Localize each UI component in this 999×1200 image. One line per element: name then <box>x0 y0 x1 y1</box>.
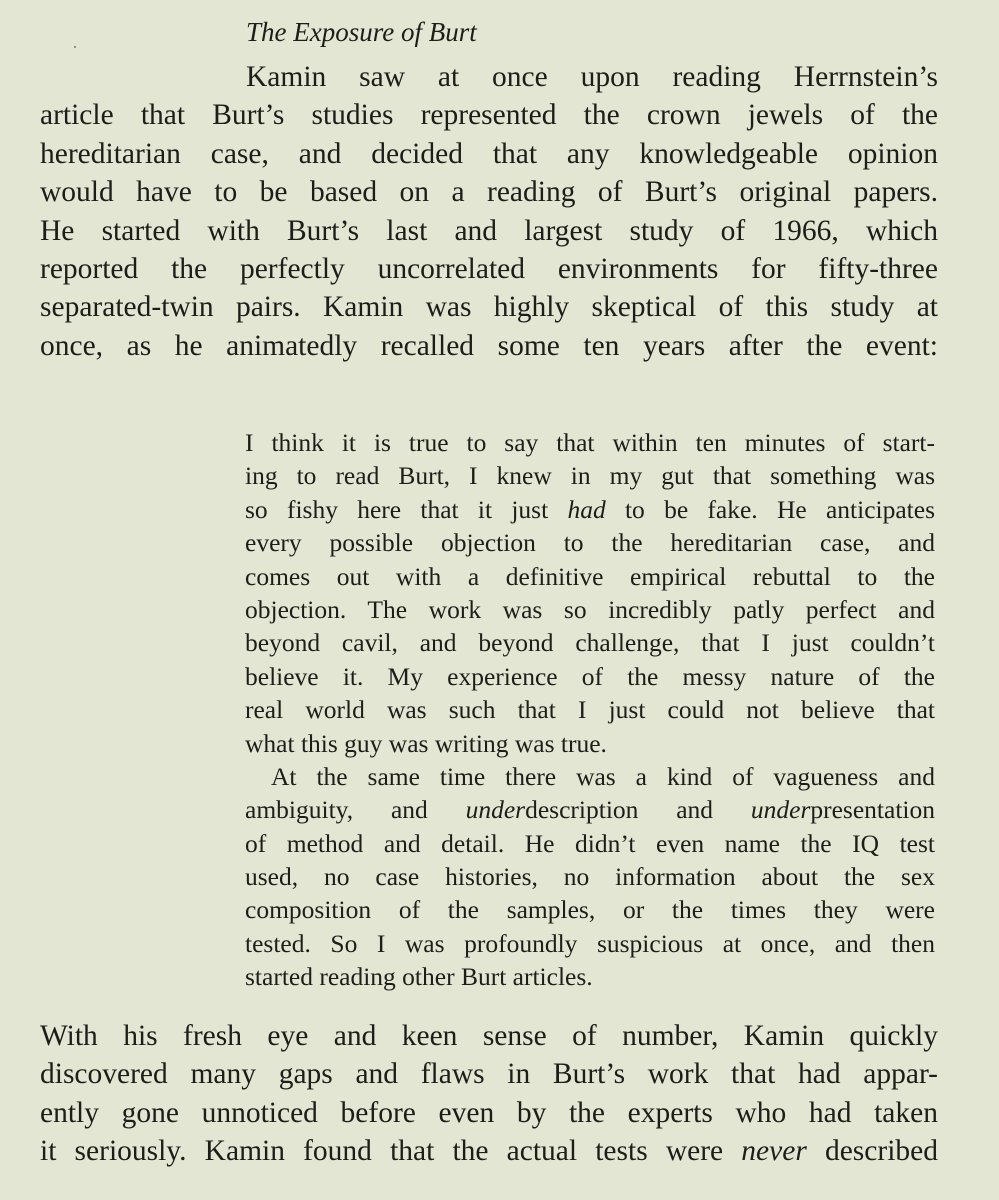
text-line: article that Burt’s studies represented the crown jewels of the <box>40 99 938 132</box>
quote-line: comes out with a definitive empirical rebuttal to the <box>245 561 935 591</box>
emphasis-under: under <box>750 795 811 825</box>
text-line <box>40 1132 938 1170</box>
quote-line: what this guy was writing was true. <box>245 728 607 758</box>
quote-line: I think it is true to say that within ten minutes of start- <box>245 428 935 457</box>
text-run: it seriously. Kamin found that the actual tests were <box>40 1135 742 1168</box>
text-line: once, as he animatedly recalled some ten years after the event: <box>40 329 938 362</box>
text-line: With his fresh eye and keen sense of number, Kamin quickly <box>40 1020 938 1052</box>
quote-line: composition of the samples, or the times they were <box>245 895 935 925</box>
quote-line: believe it. My experience of the messy nature of the <box>245 661 935 691</box>
quote-line: ing to read Burt, I knew in my gut that something was <box>245 461 935 491</box>
quote-line: At the same time there was a kind of vagueness and <box>271 761 935 791</box>
quote-text: ambiguity, and <box>245 795 466 825</box>
quote-line: beyond cavil, and beyond challenge, that I just couldn’t <box>245 628 935 658</box>
text-line: ently gone unnoticed before even by the experts who had taken <box>40 1096 938 1129</box>
paragraph-followup <box>40 1017 938 1171</box>
text-line: Kamin saw at once upon reading Herrnstein’s <box>246 61 938 93</box>
text-line: would have to be based on a reading of Burt’s original papers. <box>40 176 938 209</box>
block-quote <box>245 426 935 994</box>
text-line: separated-twin pairs. Kamin was highly skeptical of this study at <box>40 291 938 324</box>
quote-line: every possible objection to the hereditarian case, and <box>245 528 935 558</box>
quote-line: real world was such that I just could not believe that <box>245 695 935 725</box>
text-line: He started with Burt’s last and largest study of 1966, which <box>40 214 938 247</box>
emphasis-had: had <box>567 494 606 524</box>
scan-speck <box>74 46 76 48</box>
quote-line: objection. The work was so incredibly patly perfect and <box>245 594 935 624</box>
text-line: reported the perfectly uncorrelated environments for fifty-three <box>40 252 938 285</box>
quote-text: presentation <box>810 795 935 825</box>
text-run: described <box>806 1135 938 1168</box>
quote-line <box>245 793 935 826</box>
quote-line: started reading other Burt articles. <box>245 962 593 992</box>
quote-line: used, no case histories, no information about the sex <box>245 862 935 892</box>
quote-line <box>245 493 935 526</box>
paragraph-intro <box>40 58 938 365</box>
emphasis-under: under <box>465 795 526 825</box>
quote-text: so fishy here that it just <box>245 494 568 524</box>
section-heading: The Exposure of Burt <box>246 17 477 47</box>
emphasis-never: never <box>741 1135 807 1168</box>
quote-text: description and <box>525 795 751 825</box>
quote-text: to be fake. He anticipates <box>605 494 935 524</box>
text-line: discovered many gaps and flaws in Burt’s work that had appar- <box>40 1058 938 1091</box>
quote-line: tested. So I was profoundly suspicious at once, and then <box>245 928 935 958</box>
text-line: hereditarian case, and decided that any knowledgeable opinion <box>40 137 938 170</box>
quote-line: of method and detail. He didn’t even name the IQ test <box>245 828 935 858</box>
